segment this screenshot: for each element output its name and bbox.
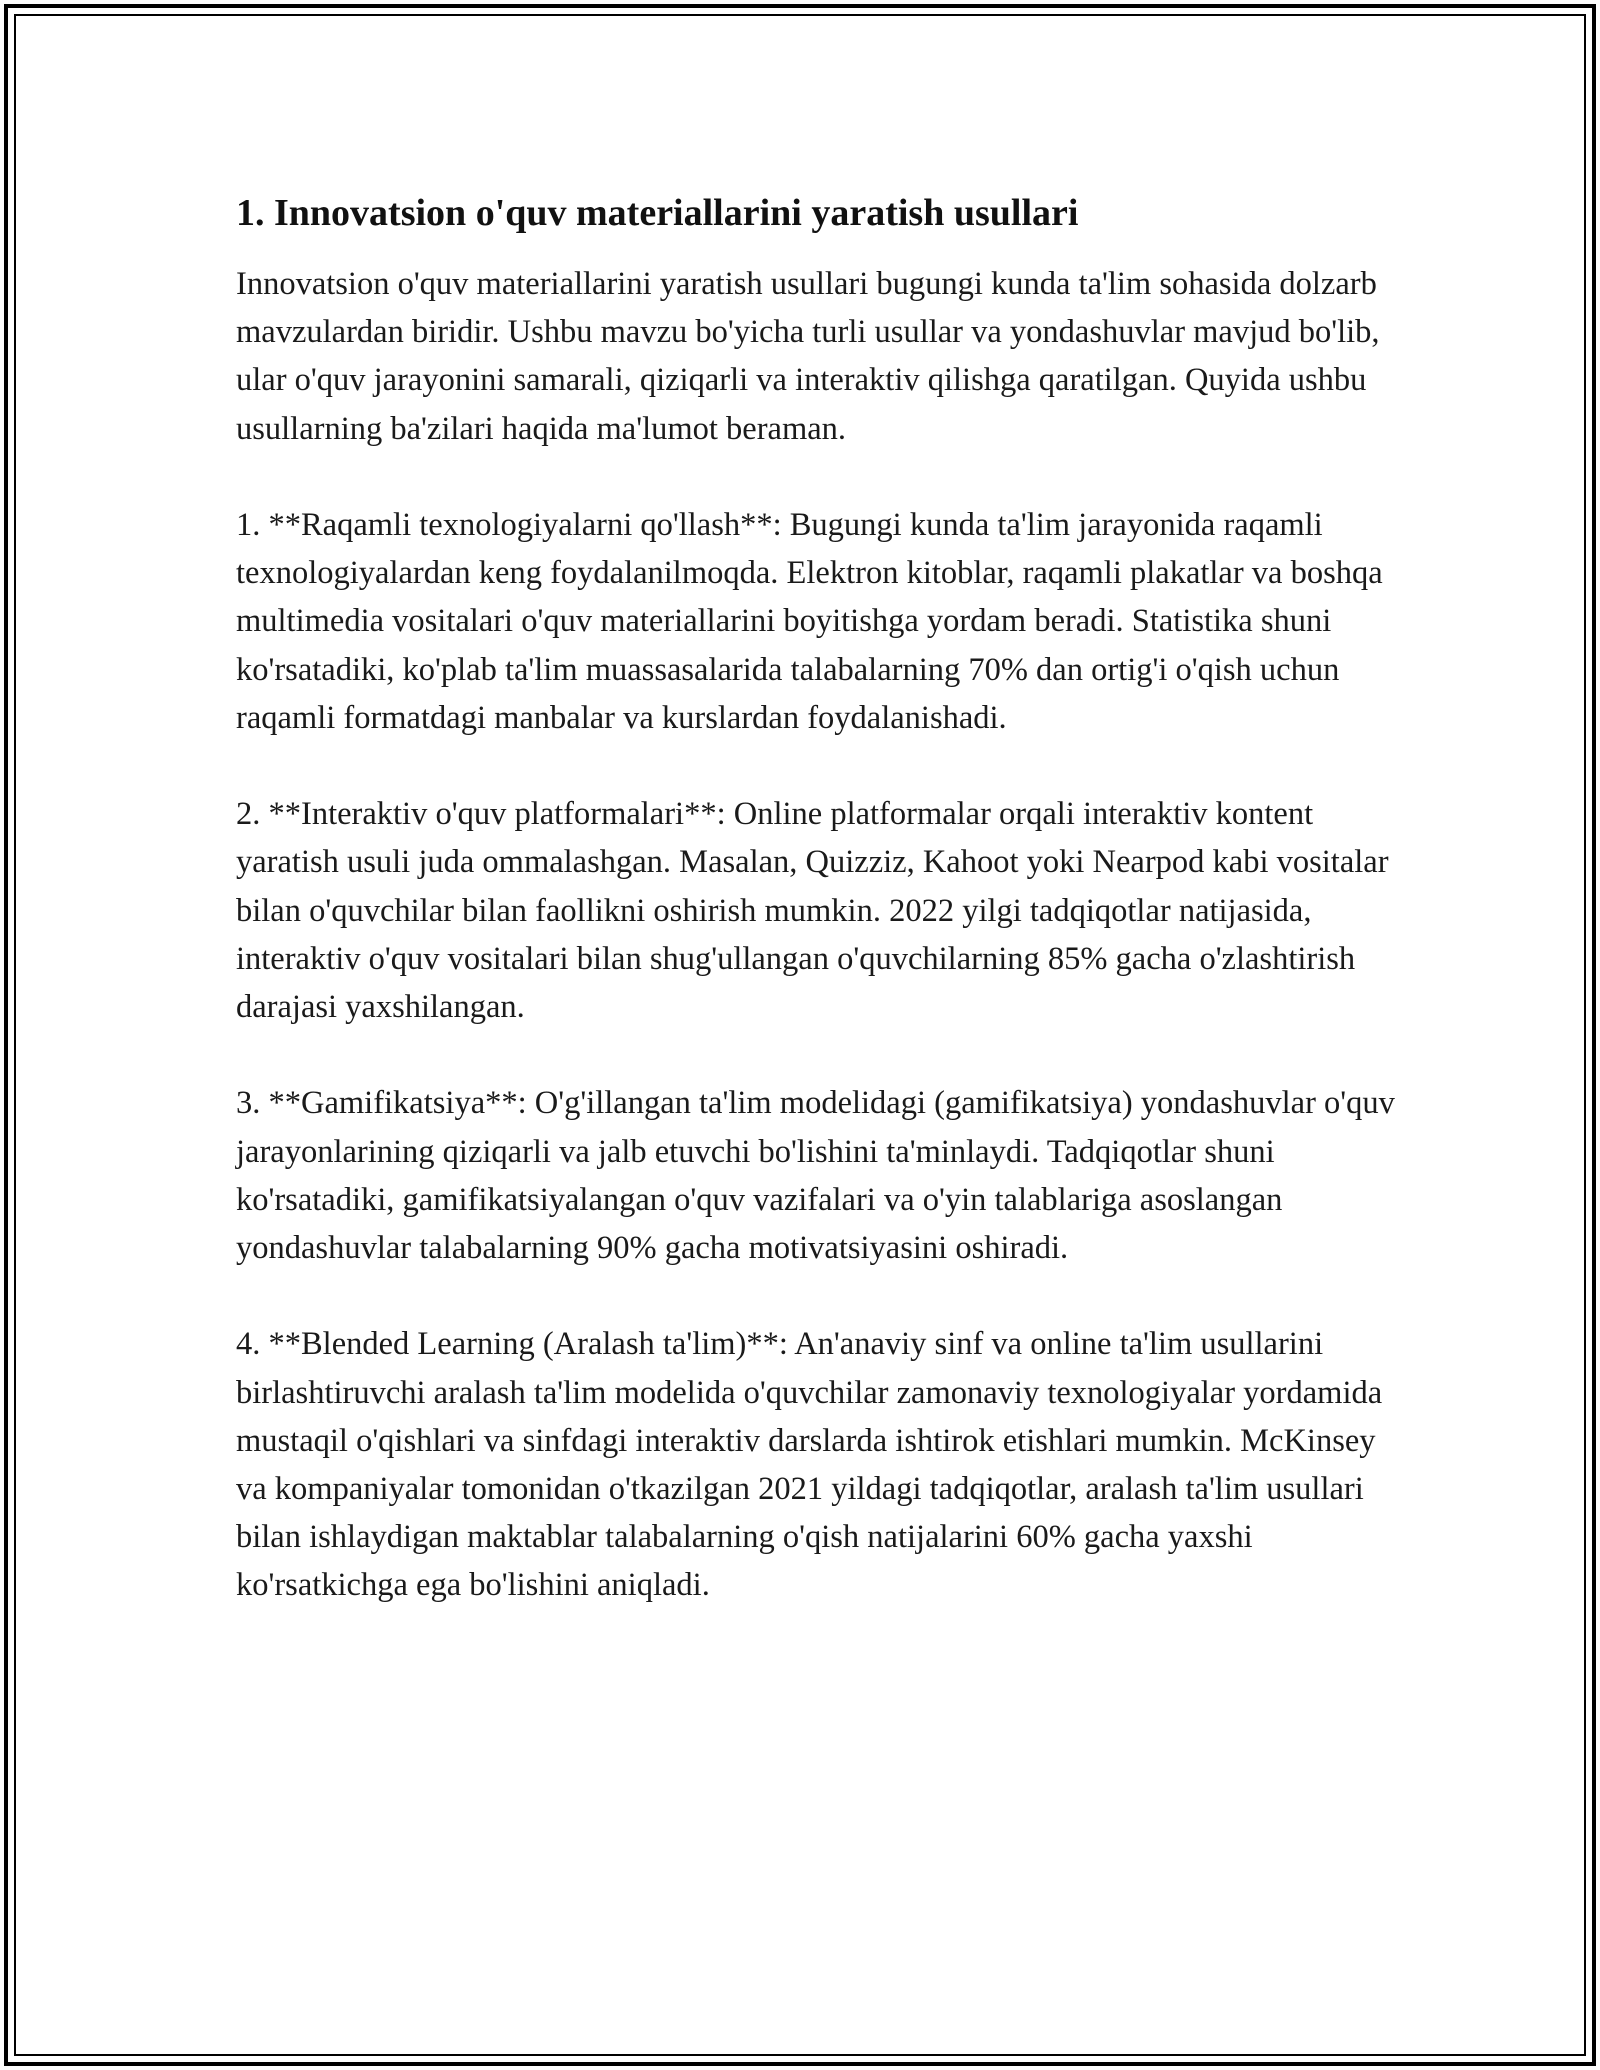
document-body — [236, 188, 1396, 1610]
list-item-digital-technologies: 1. **Raqamli texnologiyalarni qo'llash**: Bugungi kunda ta'lim jarayonida raqamli texnologiyalardan keng foydalanilmoqda. Elektron kitoblar, raqamli plakatlar va boshqa multimedia vositalari o'quv materiallarini boyitishga yordam beradi. Statistika shuni ko'rsatadiki, ko'plab ta'lim muassasalarida talabalarning 70% dan ortig'i o'qish uchun raqamli formatdagi manbalar va kurslardan foydalanishadi. — [236, 507, 1383, 736]
intro-paragraph: Innovatsion o'quv materiallarini yaratish usullari bugungi kunda ta'lim sohasida dolzarb mavzulardan biridir. Ushbu mavzu bo'yicha turli usullar va yondashuvlar mavjud bo'lib, ular o'quv jarayonini samarali, qiziqarli va interaktiv qilishga qaratilgan. Quyida ushbu usullarning ba'zilari haqida ma'lumot beraman. — [236, 266, 1380, 447]
list-item-interactive-platforms: 2. **Interaktiv o'quv platformalari**: Online platformalar orqali interaktiv kontent yaratish usuli juda ommalashgan. Masalan, Quizziz, Kahoot yoki Nearpod kabi vositalar bilan o'quvchilar bilan faollikni oshirish mumkin. 2022 yilgi tadqiqotlar natijasida, interaktiv o'quv vositalari bilan shug'ullangan o'quvchilarning 85% gacha o'zlashtirish darajasi yaxshilangan. — [236, 796, 1389, 1026]
section-heading: 1. Innovatsion o'quv materiallarini yaratish usullari — [236, 192, 1079, 234]
list-item-gamification: 3. **Gamifikatsiya**: O'g'illangan ta'lim modelidagi (gamifikatsiya) yondashuvlar o'quv jarayonlarining qiziqarli va jalb etuvchi bo'lishini ta'minlaydi. Tadqiqotlar shuni ko'rsatadiki, gamifikatsiyalangan o'quv vazifalari va o'yin talablariga asoslangan yondashuvlar talabalarning 90% gacha motivatsiyasini oshiradi. — [236, 1085, 1395, 1267]
list-item-blended-learning: 4. **Blended Learning (Aralash ta'lim)**: An'anaviy sinf va online ta'lim usullarini birlashtiruvchi aralash ta'lim modelida o'quvchilar zamonaviy texnologiyalar yordamida mustaqil o'qishlari va sinfdagi interaktiv darslarda ishtirok etishlari mumkin. McKinsey va kompaniyalar tomonidan o'tkazilgan 2021 yildagi tadqiqotlar, aralash ta'lim usullari bilan ishlaydigan maktablar talabalarning o'qish natijalarini 60% gacha yaxshi ko'rsatkichga ega bo'lishini aniqladi. — [236, 1326, 1383, 1604]
